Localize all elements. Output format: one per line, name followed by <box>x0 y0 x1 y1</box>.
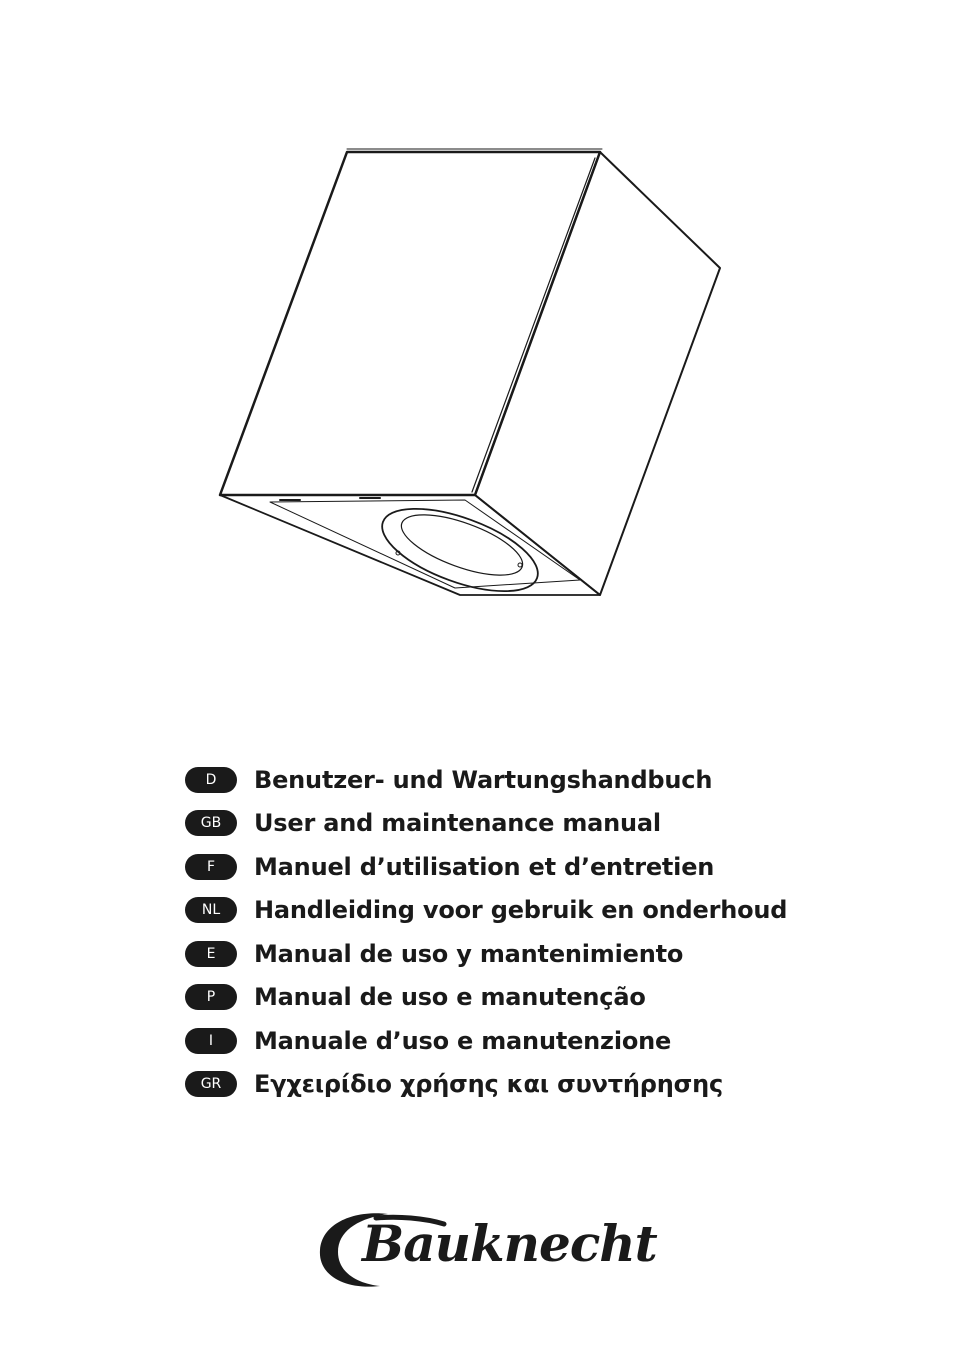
manual-title: Manual de uso e manutenção <box>254 983 646 1012</box>
list-item <box>185 802 787 846</box>
list-item <box>185 1019 787 1063</box>
brand-logo <box>316 1208 657 1292</box>
language-code-badge: GR <box>185 1071 237 1097</box>
hood-outlet-ring <box>372 492 548 608</box>
manual-title: Handleiding voor gebruik en onderhoud <box>254 896 788 925</box>
list-item <box>185 758 787 802</box>
manual-title-list <box>185 758 787 1106</box>
manual-title: User and maintenance manual <box>254 809 661 838</box>
language-code-badge: I <box>185 1028 237 1054</box>
list-item <box>185 1063 787 1107</box>
language-code-badge: E <box>185 941 237 967</box>
manual-title: Εγχειρίδιο χρήσης και συντήρησης <box>254 1070 724 1099</box>
language-code-badge: GB <box>185 810 237 836</box>
hood-side-face <box>475 152 720 595</box>
brand-name: Bauknecht <box>362 1214 657 1273</box>
language-code-badge: F <box>185 854 237 880</box>
list-item <box>185 976 787 1020</box>
list-item <box>185 845 787 889</box>
hood-front-face <box>220 152 600 495</box>
language-code-badge: D <box>185 767 237 793</box>
manual-title: Manuale d’uso e manutenzione <box>254 1026 672 1055</box>
hood-bottom-face <box>220 495 600 595</box>
list-item <box>185 932 787 976</box>
manual-title: Benutzer- und Wartungshandbuch <box>254 765 713 794</box>
manual-title: Manuel d’utilisation et d’entretien <box>254 852 715 881</box>
list-item <box>185 889 787 933</box>
language-code-badge: NL <box>185 897 237 923</box>
manual-title: Manual de uso y mantenimiento <box>254 939 684 968</box>
language-code-badge: P <box>185 984 237 1010</box>
range-hood-illustration <box>210 140 730 610</box>
